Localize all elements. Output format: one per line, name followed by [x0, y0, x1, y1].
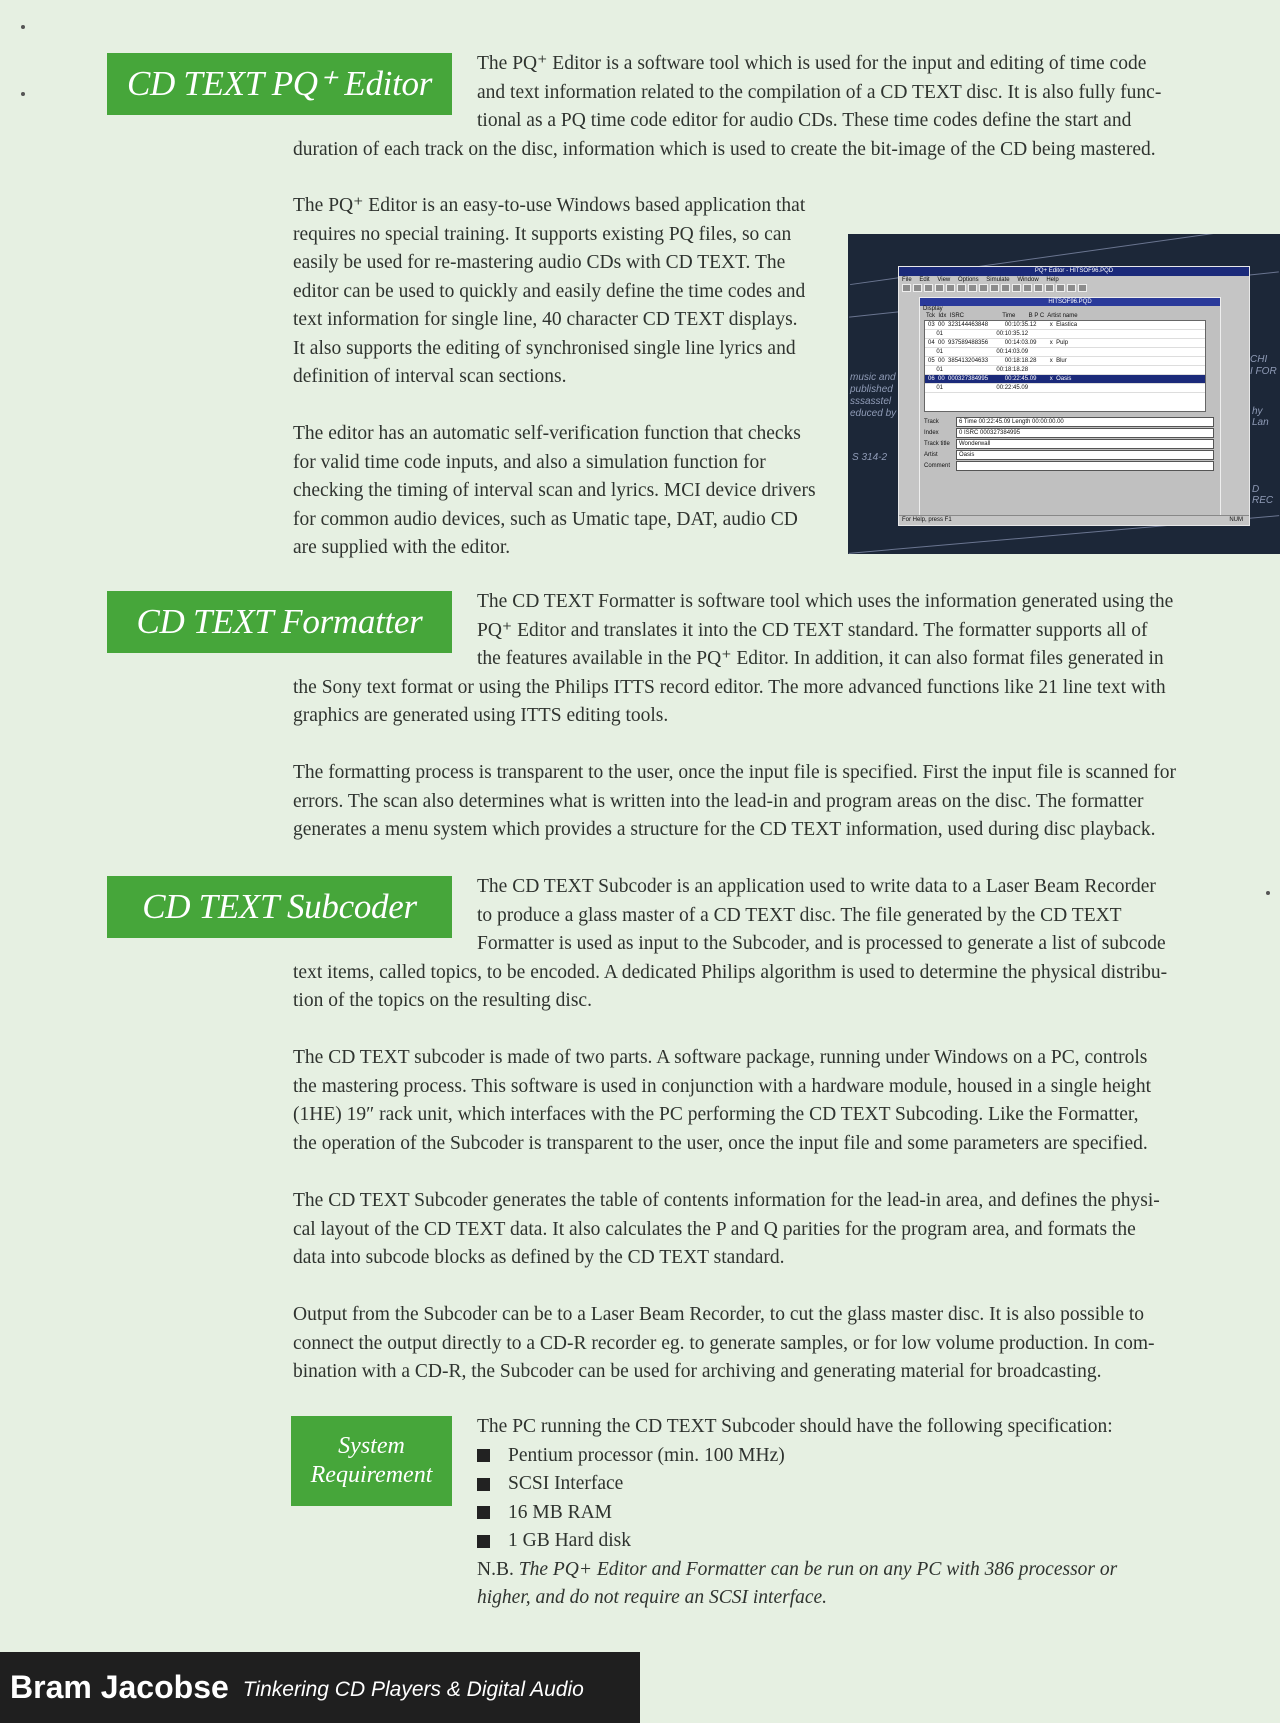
- text-line: text items, called topics, to be encoded. A dedicated Philips algorithm is used to determine the physical distribu-: [293, 961, 1168, 983]
- text-line: The PQ⁺ Editor is an easy-to-use Windows based application that: [293, 195, 806, 216]
- form-row: [924, 438, 1214, 449]
- text-line: duration of each track on the disc, information which is used to create the bit-image of the CD being mastered.: [293, 138, 1156, 160]
- table-row[interactable]: 05 00 385413204633 00:18:18.28 x Blur: [925, 357, 1205, 366]
- toolbar-button-icon[interactable]: [1078, 284, 1087, 292]
- speck-mark: [21, 25, 25, 29]
- text-line: The PQ⁺ Editor is a software tool which is used for the input and editing of time code: [477, 53, 1147, 74]
- toolbar: [899, 284, 1249, 294]
- toolbar-button-icon[interactable]: [1012, 284, 1021, 292]
- menu-simulate[interactable]: Simulate: [986, 277, 1010, 283]
- text-line: for valid time code inputs, and also a simulation function for: [293, 451, 766, 473]
- background-text: sssasstel: [850, 396, 892, 407]
- text-line: are supplied with the editor.: [293, 537, 511, 558]
- track-title-field[interactable]: Wonderwall: [956, 439, 1214, 449]
- toolbar-button-icon[interactable]: [1001, 284, 1010, 292]
- footer-tagline: Tinkering CD Players & Digital Audio: [242, 1677, 584, 1701]
- nb-text-1: The PQ+ Editor and Formatter can be run on any PC with 386 processor or: [518, 1558, 1118, 1580]
- text-line: checking the timing of interval scan and lyrics. MCI device drivers: [293, 480, 816, 501]
- background-text: hy Lan: [1252, 406, 1269, 428]
- background-text: published: [850, 384, 893, 395]
- spec-item-text: 16 MB RAM: [508, 1501, 613, 1523]
- toolbar-button-icon[interactable]: [957, 284, 966, 292]
- toolbar-button-icon[interactable]: [1056, 284, 1065, 292]
- text-line: The CD TEXT subcoder is made of two parts. A software package, running under Windows on a PC, controls: [293, 1047, 1148, 1068]
- text-line: the mastering process. This software is used in conjunction with a hardware module, housed in a single height: [293, 1075, 1151, 1097]
- text-line: data into subcode blocks as defined by the CD TEXT standard.: [293, 1247, 785, 1268]
- document-titlebar: HITSOF96.PQD: [920, 298, 1220, 306]
- text-line: requires no special training. It supports existing PQ files, so can: [293, 223, 792, 245]
- speck-mark: [1266, 891, 1270, 895]
- subcoder-paragraph-4: [293, 1301, 1223, 1387]
- text-line: text information for single line, 40 character CD TEXT displays.: [293, 309, 798, 330]
- form-row: [924, 416, 1214, 427]
- text-line: generates a menu system which provides a structure for the CD TEXT information, used during disc playback.: [293, 819, 1156, 840]
- document-window: [919, 297, 1221, 517]
- menu-file[interactable]: File: [902, 277, 912, 283]
- toolbar-button-icon[interactable]: [1023, 284, 1032, 292]
- toolbar-button-icon[interactable]: [913, 284, 922, 292]
- index-field[interactable]: 0 ISRC 000327384995: [956, 428, 1214, 438]
- formatter-tab-title: CD TEXT Formatter: [136, 602, 423, 641]
- display-label: Display: [923, 306, 943, 312]
- menu-edit[interactable]: Edit: [919, 277, 930, 283]
- list-item: [477, 1499, 1117, 1528]
- menu-help[interactable]: Help: [1046, 277, 1059, 283]
- toolbar-button-icon[interactable]: [979, 284, 988, 292]
- text-line: cal layout of the CD TEXT data. It also calculates the P and Q parities for the program area, and formats the: [293, 1218, 1136, 1240]
- form-row: [924, 427, 1214, 438]
- background-text: educed by: [850, 408, 897, 419]
- toolbar-button-icon[interactable]: [968, 284, 977, 292]
- bullet-icon: [477, 1449, 490, 1462]
- text-line: Formatter is used as input to the Subcoder, and is processed to generate a list of subcode: [477, 933, 1166, 954]
- menu-options[interactable]: Options: [957, 277, 979, 283]
- text-line: easily be used for re-mastering audio CDs with CD TEXT. The: [293, 252, 786, 273]
- sysreq-line-1: System: [338, 1433, 405, 1459]
- system-requirement-tab: [291, 1416, 452, 1506]
- edit-form: [924, 416, 1214, 471]
- spec-item-text: Pentium processor (min. 100 MHz): [508, 1444, 785, 1466]
- form-row: [924, 449, 1214, 460]
- menu-window[interactable]: Window: [1017, 277, 1039, 283]
- track-grid[interactable]: [924, 320, 1206, 412]
- background-text: D REC: [1252, 484, 1274, 506]
- subcoder-paragraph-2: [293, 1044, 1223, 1158]
- subcoder-tab-title: CD TEXT Subcoder: [142, 887, 417, 926]
- editor-paragraph-2: [293, 192, 833, 392]
- app-window: [898, 266, 1250, 526]
- background-text: music and: [850, 372, 896, 383]
- list-item: [477, 1470, 1117, 1499]
- form-label: Track: [924, 418, 939, 425]
- text-line: The CD TEXT Subcoder generates the table of contents information for the lead-in area, and defines the physi-: [293, 1190, 1160, 1211]
- footer-banner: [0, 1652, 640, 1723]
- text-line: The CD TEXT Formatter is software tool which uses the information generated using the: [477, 591, 1174, 612]
- subcoder-paragraph-3: [293, 1187, 1223, 1273]
- toolbar-button-icon[interactable]: [990, 284, 999, 292]
- form-row: [924, 460, 1214, 471]
- table-row[interactable]: 01 00:22:45.09: [925, 384, 1205, 393]
- editor-tab-title: CD TEXT PQ⁺ Editor: [126, 64, 433, 103]
- nb-text-2: higher, and do not require an SCSI interface.: [477, 1587, 828, 1608]
- bullet-icon: [477, 1478, 490, 1491]
- text-line: the Sony text format or using the Philips ITTS record editor. The more advanced functions like 21 line text with: [293, 676, 1166, 698]
- window-titlebar: PQ+ Editor - HITSOF96.PQD: [899, 267, 1249, 276]
- subcoder-paragraph-1: [293, 873, 1223, 1016]
- status-text: For Help, press F1: [902, 517, 952, 523]
- table-row[interactable]: 01 00:18:18.28: [925, 366, 1205, 375]
- list-item: [477, 1442, 1117, 1471]
- text-line: Output from the Subcoder can be to a Laser Beam Recorder, to cut the glass master disc. It is also possible to: [293, 1304, 1145, 1325]
- nb-note: [477, 1556, 1117, 1585]
- status-num: NUM: [1229, 517, 1243, 523]
- track-field[interactable]: 6 Time 00:22:45.09 Length 00:00:00.00: [956, 417, 1214, 427]
- form-label: Track title: [924, 440, 950, 447]
- background-text: I FOR: [1250, 366, 1277, 377]
- text-line: definition of interval scan sections.: [293, 366, 567, 387]
- bullet-icon: [477, 1506, 490, 1519]
- table-row[interactable]: 01 00:10:35.12: [925, 330, 1205, 339]
- text-line: (1HE) 19″ rack unit, which interfaces with the PC performing the CD TEXT Subcoding. Like the Formatter,: [293, 1104, 1139, 1125]
- artist-field[interactable]: Oasis: [956, 450, 1214, 460]
- form-label: Comment: [924, 462, 951, 469]
- formatter-paragraph-1: [293, 588, 1223, 731]
- list-item: [477, 1527, 1117, 1556]
- menu-view[interactable]: View: [937, 277, 951, 283]
- editor-paragraph-3: [293, 420, 833, 563]
- toolbar-button-icon[interactable]: [1034, 284, 1043, 292]
- text-line: and text information related to the compilation of a CD TEXT disc. It is also fully func-: [477, 81, 1162, 103]
- toolbar-button-icon[interactable]: [924, 284, 933, 292]
- text-line: the features available in the PQ⁺ Editor. In addition, it can also format files generated in: [477, 648, 1164, 669]
- text-line: The formatting process is transparent to the user, once the input file is specified. First the input file is scanned for: [293, 762, 1176, 783]
- form-label: Artist: [924, 451, 938, 458]
- sysreq-line-2: Requirement: [310, 1462, 433, 1488]
- text-line: The CD TEXT Subcoder is an application used to write data to a Laser Beam Recorder: [477, 876, 1156, 897]
- footer-name: Bram Jacobse: [10, 1669, 229, 1705]
- text-line: PQ⁺ Editor and translates it into the CD TEXT standard. The formatter supports all of: [477, 619, 1148, 641]
- text-line: tion of the topics on the resulting disc.: [293, 990, 592, 1011]
- text-line: bination with a CD-R, the Subcoder can be used for archiving and generating material for broadcasting.: [293, 1361, 1102, 1382]
- spec-intro: The PC running the CD TEXT Subcoder should have the following specification:: [477, 1416, 1113, 1437]
- menu-bar: [899, 276, 1249, 284]
- background-text: CHI: [1250, 354, 1268, 365]
- background-text: S 314-2: [852, 452, 888, 463]
- toolbar-button-icon[interactable]: [1045, 284, 1054, 292]
- text-line: tional as a PQ time code editor for audio CDs. These time codes define the start and: [477, 110, 1132, 131]
- toolbar-button-icon[interactable]: [946, 284, 955, 292]
- text-line: errors. The scan also determines what is written into the lead-in and program areas on the disc. The formatter: [293, 790, 1144, 812]
- text-line: It also supports the editing of synchronised single line lyrics and: [293, 337, 796, 359]
- spec-item-text: 1 GB Hard disk: [508, 1530, 631, 1551]
- speck-mark: [21, 92, 25, 96]
- table-row[interactable]: 01 00:14:03.09: [925, 348, 1205, 357]
- bullet-icon: [477, 1535, 490, 1548]
- toolbar-button-icon[interactable]: [935, 284, 944, 292]
- text-line: graphics are generated using ITTS editing tools.: [293, 705, 669, 726]
- editor-paragraph-1: [293, 50, 1213, 164]
- text-line: The editor has an automatic self-verification function that checks: [293, 423, 801, 444]
- spec-item-text: SCSI Interface: [508, 1473, 624, 1494]
- system-spec: [477, 1413, 1117, 1613]
- pq-editor-screenshot: [848, 234, 1280, 554]
- spec-list: [477, 1442, 1117, 1556]
- toolbar-button-icon[interactable]: [1067, 284, 1076, 292]
- text-line: to produce a glass master of a CD TEXT disc. The file generated by the CD TEXT: [477, 904, 1122, 926]
- text-line: editor can be used to quickly and easily define the time codes and: [293, 280, 806, 302]
- form-label: Index: [924, 429, 939, 436]
- comment-field[interactable]: [956, 461, 1214, 471]
- formatter-paragraph-2: [293, 759, 1223, 845]
- nb-label: N.B.: [477, 1558, 514, 1580]
- text-line: the operation of the Subcoder is transparent to the user, once the input file and some parameters are specified.: [293, 1132, 1148, 1154]
- text-line: for common audio devices, such as Umatic tape, DAT, audio CD: [293, 508, 798, 530]
- table-row[interactable]: 06 00 000327384995 00:22:45.09 x Oasis: [925, 375, 1205, 384]
- toolbar-button-icon[interactable]: [902, 284, 911, 292]
- grid-header: Tck Idx ISRC Time B P C Artist name: [926, 313, 1078, 319]
- table-row[interactable]: 03 00 323144463848 00:10:35.12 x Elastica: [925, 321, 1205, 330]
- status-bar: [899, 515, 1249, 525]
- table-row[interactable]: 04 00 937589488356 00:14:03.09 x Pulp: [925, 339, 1205, 348]
- text-line: connect the output directly to a CD-R recorder eg. to generate samples, or for low volume production. In com-: [293, 1332, 1155, 1354]
